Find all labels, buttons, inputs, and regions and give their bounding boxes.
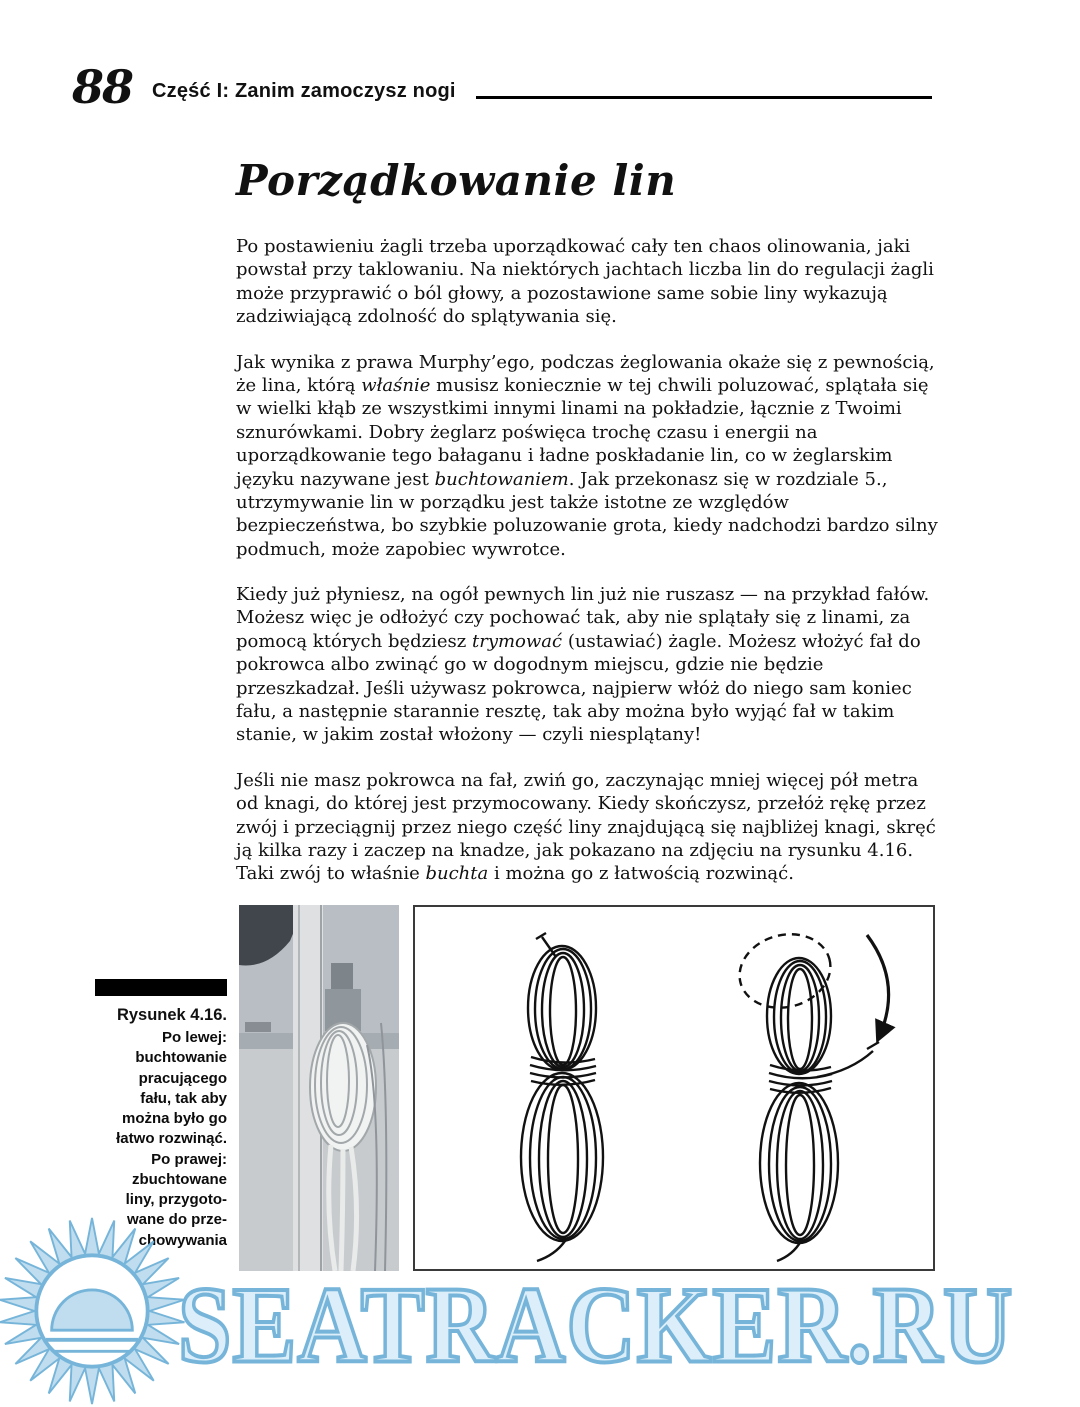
caption-line: pracującego [138, 1069, 227, 1087]
caption-line: można było go [122, 1110, 227, 1127]
page-number: 88 [72, 60, 133, 114]
halyard-photo-illustration [239, 905, 399, 1271]
caption-line: Po lewej: [161, 1029, 227, 1046]
caption-line: zbuchtowane [131, 1170, 227, 1188]
body-paragraph-2: Jak wynika z prawa Murphy’ego, podczas żeglowania okaże się z pewnością, że lina, którą właśnie musisz koniecznie w tej chwili poluzować, splątała się w wielki kłąb ze wszystkimi innymi linami na pokładzie, łącznie z Twoimi sznurówkami. Dobry żeglarz poświęca trochę czasu i energii na uporządkowanie tego bałaganu i ładne poskładanie lin, co w żeglarskim języku nazywane jest buchtowaniem. Jak przekonasz się w rozdziale 5., utrzymywanie lin w porządku jest także istotne ze względów bezpieczeństwa, bo szybkie poluzowanie grota, kiedy nadchodzi bardzo silny podmuch, może zapobiec wywrotce. [236, 351, 938, 560]
header-rule [476, 96, 932, 99]
page-header [72, 60, 932, 114]
caption-line: buchtowanie [135, 1049, 227, 1067]
coil-drawing-illustration [415, 907, 933, 1269]
figure-label: Rysunek 4.16. [116, 1006, 227, 1024]
coil-right [731, 924, 888, 1261]
halyard-photo [239, 905, 399, 1271]
working-end [817, 1051, 873, 1077]
body-paragraph-3: Kiedy już płyniesz, na ogół pewnych lin już nie ruszasz — na przykład fałów. Możesz więc je odłożyć czy pochować tak, aby nie splątały się z linami, za pomocą których będziesz trymować (ustawiać) żagle. Możesz włożyć fał do pokrowca albo zwinąć go w dogodnym miejscu, gdzie nie będzie przeszkadzał. Jeśli używasz pokrowca, najpierw włóż do niego sam koniec fału, a następnie starannie resztę, tak aby można było wyjąć fał w takim stanie, w jakim został włożony — czyli niesplątany! [236, 584, 930, 746]
caption-line: liny, przygoto- [125, 1191, 227, 1208]
rope-coil [310, 1023, 376, 1151]
caption-line: wane do prze- [126, 1211, 227, 1229]
caption-line: łatwo rozwinąć. [116, 1130, 227, 1148]
coil-left [521, 933, 603, 1261]
direction-arrow [867, 935, 889, 1037]
watermark-text: SEATRACKER.RU [178, 1263, 1014, 1385]
caption-line: chowywania [138, 1231, 227, 1249]
caption-line: fału, tak aby [140, 1089, 227, 1107]
sunburst-logo-icon [0, 1215, 188, 1407]
caption-bar [95, 979, 227, 996]
figure-4-16 [95, 905, 937, 1271]
body-paragraph-1: Po postawieniu żagli trzeba uporządkować cały ten chaos olinowania, jaki powstał przy taklowaniu. Na niektórych jachtach liczba lin do regulacji żagli może przyprawić o ból głowy, a pozostawione same sobie liny wykazują zadziwiającą zdolność do splątywania się. [236, 236, 934, 328]
body-paragraph-4: Jeśli nie masz pokrowca na fał, zwiń go, zaczynając mniej więcej pół metra od knagi, do której jest przymocowany. Kiedy skończysz, przełóż rękę przez zwój i przeciągnij przez niego część liny znajdującą się najbliżej knagi, skręć ją kilka razy i zaczep na knadze, jak pokazano na zdjęciu na rysunku 4.16. Taki zwój to właśnie buchta i można go z łatwością rozwinąć. [236, 769, 936, 885]
distant-boat [245, 1022, 271, 1032]
coil-drawing [413, 905, 935, 1271]
section-title: Porządkowanie lin [236, 156, 677, 205]
caption-line: Po prawej: [151, 1150, 227, 1168]
chapter-title: Część I: Zanim zamoczysz nogi [152, 80, 456, 102]
article-body [236, 156, 938, 908]
seatracker-watermark [0, 1243, 1080, 1405]
